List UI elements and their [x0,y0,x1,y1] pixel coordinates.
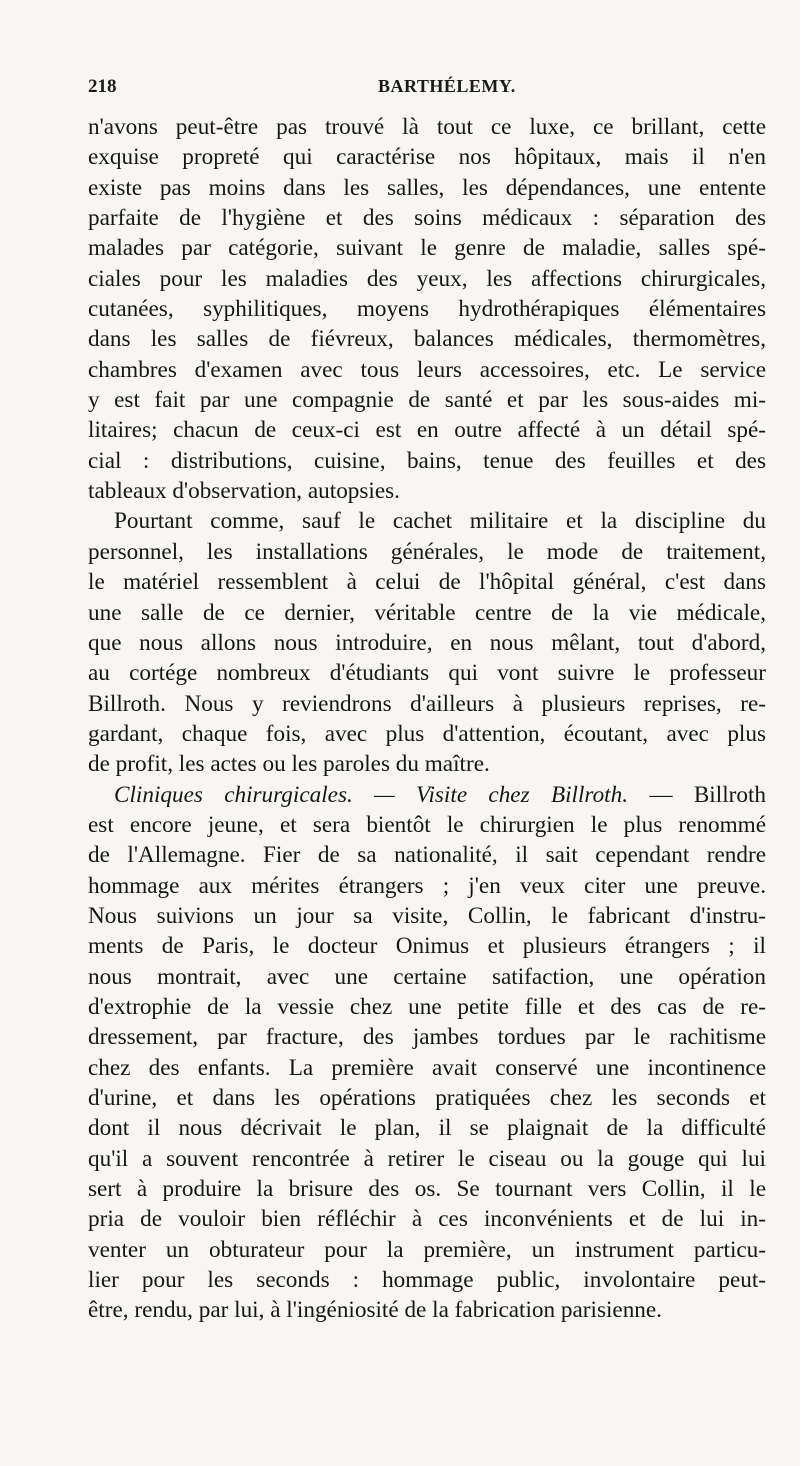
text-line: n'avons peut-être pas trouvé là tout ce luxe, ce brillant, cette [88,114,766,140]
text-line: cutanées, syphilitiques, moyens hydrothérapiques élémentaires [88,296,766,323]
text-line: est encore jeune, et sera bientôt le chirurgien le plus renommé [88,811,766,838]
text-line: une salle de ce dernier, véritable centre de la vie médicale, [88,599,766,626]
section-heading-line [88,780,766,810]
text-line: qu'il a souvent rencontrée à retirer le ciseau ou la gouge qui lui [88,1145,766,1172]
text-line: ments de Paris, le docteur Onimus et plusieurs étrangers ; il [88,933,766,960]
body-text [88,112,766,1326]
text-line: malades par catégorie, suivant le genre de maladie, salles spé- [88,235,766,262]
text-line: hommage aux mérites étrangers ; j'en veux citer une preuve. [88,872,766,899]
paragraph-start-line: Pourtant comme, sauf le cachet militaire et la discipline du [114,508,766,535]
text-line: d'urine, et dans les opérations pratiquées chez les seconds et [88,1085,766,1111]
text-line: existe pas moins dans les salles, les dépendances, une entente [88,174,766,201]
text-line: que nous allons nous introduire, en nous mêlant, tout d'abord, [88,629,766,656]
text-line: de l'Allemagne. Fier de sa nationalité, il sait cependant rendre [88,842,766,869]
text-line: lier pour les seconds : hommage public, involontaire peut- [88,1267,766,1294]
running-title: BARTHÉLEMY. [378,76,516,96]
text-line: gardant, chaque fois, avec plus d'attention, écoutant, avec plus [88,720,766,747]
page-number: 218 [88,76,117,97]
text-line: Nous suivions un jour sa visite, Collin, le fabricant d'instru- [88,902,766,929]
text-line: Billroth. Nous y reviendrons d'ailleurs à plusieurs reprises, re- [88,690,766,717]
text-line: y est fait par une compagnie de santé et par les sous-aides mi- [88,387,766,414]
text-line: litaires; chacun de ceux-ci est en outre affecté à un détail spé- [88,417,766,444]
text-line: cial : distributions, cuisine, bains, tenue des feuilles et des [88,447,766,474]
section-heading-continuation: — Billroth [628,781,766,808]
text-line: exquise propreté qui caractérise nos hôpitaux, mais il n'en [88,144,766,171]
text-line: venter un obturateur pour la première, un instrument particu- [88,1236,766,1263]
text-line: pria de vouloir bien réfléchir à ces inconvénients et de lui in- [88,1206,766,1233]
text-line: chambres d'examen avec tous leurs accessoires, etc. Le service [88,356,766,383]
text-line: de profit, les actes ou les paroles du maître. [88,751,490,778]
running-head [88,76,762,100]
text-line: le matériel ressemblent à celui de l'hôpital général, c'est dans [88,569,766,596]
text-line: dont il nous décrivait le plan, il se plaignait de la difficulté [88,1115,766,1142]
text-line: tableaux d'observation, autopsies. [88,478,400,505]
text-line: dressement, par fracture, des jambes tordues par le rachitisme [88,1024,766,1051]
text-line: dans les salles de fiévreux, balances médicales, thermomètres, [88,326,766,353]
section-heading: Cliniques chirurgicales. — Visite chez Billroth. [114,781,629,808]
text-line: ciales pour les maladies des yeux, les affections chirurgicales, [88,265,766,292]
text-line: au cortége nombreux d'étudiants qui vont suivre le professeur [88,660,766,687]
text-line: sert à produire la brisure des os. Se tournant vers Collin, il le [88,1176,766,1203]
text-line: personnel, les installations générales, le mode de traitement, [88,538,766,565]
text-line: chez des enfants. La première avait conservé une incontinence [88,1054,766,1081]
text-line: d'extrophie de la vessie chez une petite fille et des cas de re- [88,993,766,1020]
text-line: parfaite de l'hygiène et des soins médicaux : séparation des [88,205,766,232]
text-line: nous montrait, avec une certaine satifaction, une opération [88,963,766,990]
text-line: être, rendu, par lui, à l'ingéniosité de la fabrication parisienne. [88,1297,662,1324]
